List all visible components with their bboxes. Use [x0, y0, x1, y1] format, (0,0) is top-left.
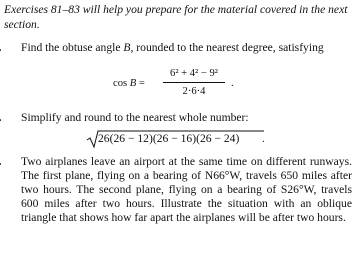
radical-period: .	[262, 132, 265, 145]
exercise-number	[4, 111, 21, 125]
exercise-81	[4, 41, 352, 55]
fraction-numerator: 6² + 4² − 9²	[170, 68, 218, 79]
exercise-text: Simplify and round to the nearest whole number:	[21, 111, 249, 124]
formula-period: .	[231, 78, 234, 89]
fraction	[159, 67, 229, 98]
radicand: 26(26 − 12)(26 − 16)(26 − 24)	[98, 132, 240, 145]
exercise-83	[4, 155, 352, 225]
formula-lhs: cos B =	[113, 78, 145, 89]
exercise-82	[4, 111, 352, 125]
variable-b: B	[129, 78, 137, 89]
exercises-intro: Exercises 81–83 will help you prepare for the material covered in the next section.	[4, 3, 348, 31]
fraction-denominator: 2·6·4	[182, 86, 206, 97]
variable-b: B	[123, 41, 131, 54]
exercise-text: Two airplanes leave an airport at the same time on different runways. The first plane, flying on a bearing of N66°W, travels 650 miles after two hours. The second plane, flying on a bearing of S26°W, travels 600 miles after two hours. Illustrate the situation with an oblique triangle that shows how far apart the airplanes will be after two hours.	[21, 155, 352, 224]
fraction-bar	[163, 82, 225, 83]
exercise-number	[4, 41, 21, 55]
exercise-number	[4, 155, 21, 169]
exercise-text: Find the obtuse angle B, rounded to the nearest degree, satisfying	[21, 41, 324, 54]
